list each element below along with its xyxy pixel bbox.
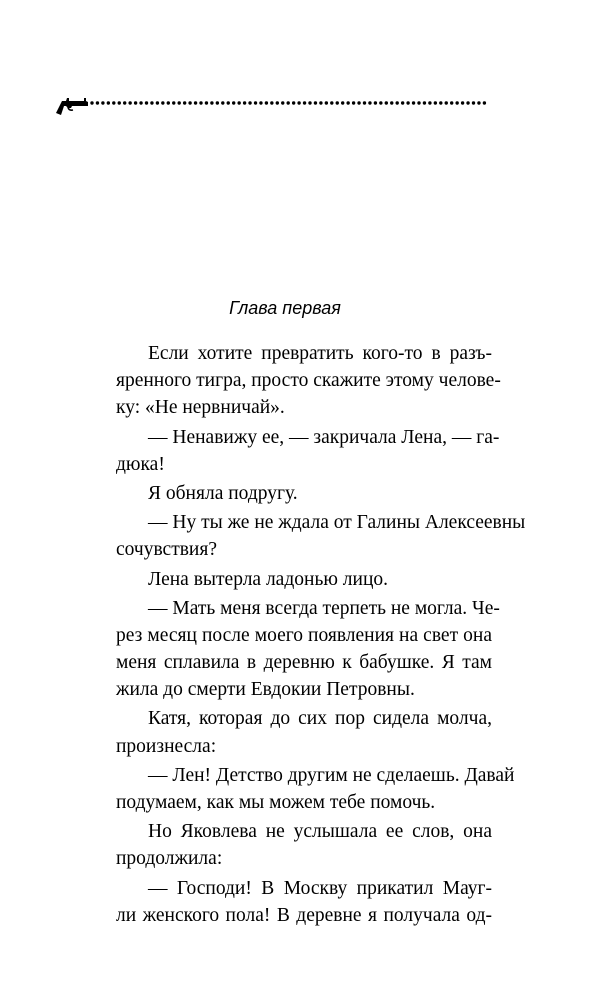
paragraph — [116, 480, 492, 507]
text-line: Я обняла подругу. — [148, 482, 298, 504]
text-line: — Ну ты же не ждала от Галины Алексеевны — [148, 512, 526, 534]
text-line: Если хотите превратить кого-то в разъ- — [148, 343, 492, 364]
text-line: — Господи! В Москву прикатил Мауг- — [148, 877, 492, 899]
body-text — [116, 340, 526, 929]
paragraph — [116, 509, 526, 563]
text-line: ку: «Не нервничай». — [116, 397, 285, 419]
text-line: меня сплавила в деревню к бабушке. Я там — [116, 652, 492, 674]
text-line: подумаем, как мы можем тебе помочь. — [116, 792, 436, 813]
dotted-rule — [90, 101, 486, 104]
revolver-icon — [56, 98, 88, 115]
text-line: — Лен! Детство другим не сделаешь. Давай — [148, 764, 515, 786]
paragraph — [116, 340, 501, 422]
header-ornament — [54, 92, 490, 120]
text-line: дюка! — [116, 453, 165, 475]
text-line: жила до смерти Евдокии Петровны. — [116, 679, 415, 701]
paragraph — [116, 424, 500, 478]
chapter-title: Глава первая — [229, 298, 341, 318]
text-line: Лена вытерла ладонью лицо. — [148, 568, 389, 590]
paragraph — [116, 762, 515, 816]
paragraph — [116, 818, 492, 872]
paragraph — [116, 595, 500, 704]
paragraph — [116, 705, 492, 759]
text-line: яренного тигра, просто скажите этому челове- — [116, 370, 501, 392]
text-line: произнесла: — [116, 735, 217, 757]
text-line: Но Яковлева не услышала ее слов, она — [148, 821, 492, 843]
paragraph — [116, 566, 492, 593]
text-line: Катя, которая до сих пор сидела молча, — [148, 708, 492, 730]
paragraph — [116, 875, 492, 929]
text-line: продолжила: — [116, 848, 223, 870]
text-line: ли женского пола! В деревне я получала од- — [116, 904, 492, 926]
text-line: — Ненавижу ее, — закричала Лена, — га- — [148, 426, 500, 448]
text-line: рез месяц после моего появления на свет она — [116, 624, 492, 646]
text-line: — Мать меня всегда терпеть не могла. Че- — [148, 597, 500, 619]
text-line: сочувствия? — [116, 539, 217, 561]
